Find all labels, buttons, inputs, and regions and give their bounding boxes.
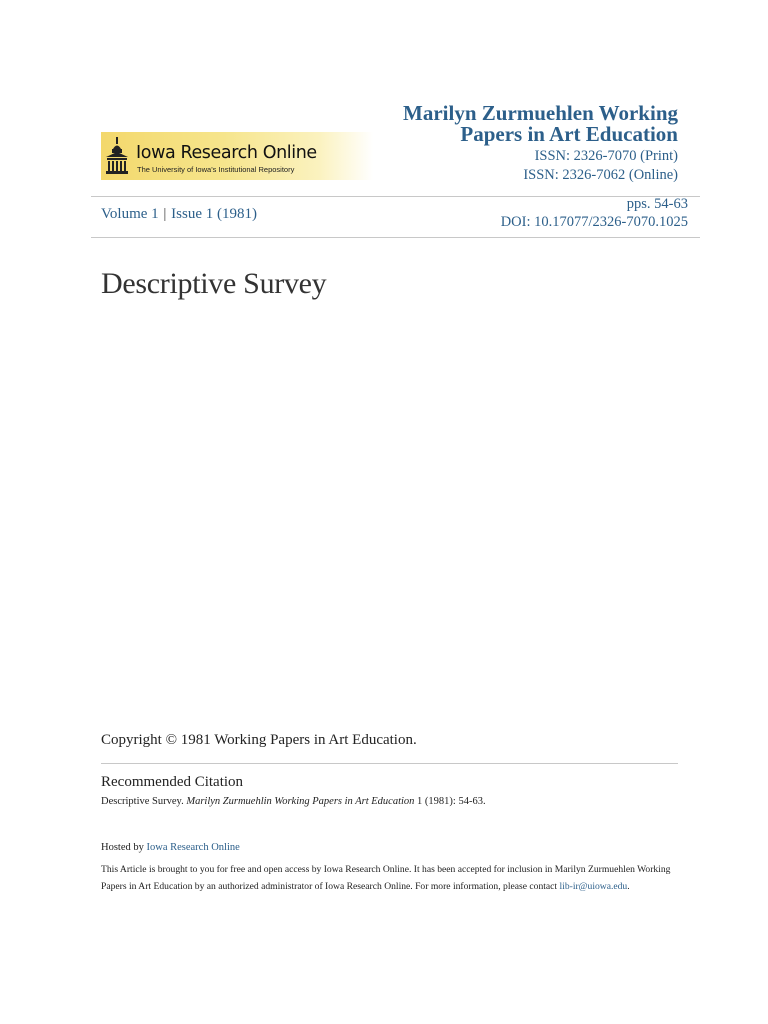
citation-divider xyxy=(101,763,678,764)
citation-suffix: 1 (1981): 54-63. xyxy=(414,796,486,807)
issn-online: ISSN: 2326-7062 (Online) xyxy=(523,167,678,183)
copyright-notice: Copyright © 1981 Working Papers in Art Education. xyxy=(101,732,417,748)
citation-journal: Marilyn Zurmuehlin Working Papers in Art Education xyxy=(186,796,415,807)
logo-tagline: The University of Iowa's Institutional Repository xyxy=(137,165,295,174)
volume-separator: | xyxy=(163,206,167,222)
hosted-by xyxy=(101,842,240,853)
notice-end: . xyxy=(627,881,630,892)
volume-issue xyxy=(101,206,257,223)
recommended-citation-heading: Recommended Citation xyxy=(101,774,244,790)
issn-print: ISSN: 2326-7070 (Print) xyxy=(534,148,678,164)
notice-text: This Article is brought to you for free and open access by Iowa Research Online. It has been accepted for inclusion in Marilyn Zurmuehlen Working Papers in Art Education by an authorized administrator of Iowa Research Online. For more information, please contact xyxy=(101,864,671,892)
doi[interactable]: DOI: 10.17077/2326-7070.1025 xyxy=(500,214,688,230)
contact-email-link[interactable]: lib-ir@uiowa.edu xyxy=(559,881,628,892)
journal-title[interactable]: Marilyn Zurmuehlen Working Papers in Art Education xyxy=(403,101,678,146)
issue-divider xyxy=(91,237,700,238)
hosted-link[interactable]: Iowa Research Online xyxy=(146,842,240,853)
citation-prefix: Descriptive Survey. xyxy=(101,796,187,807)
hosted-label: Hosted by xyxy=(101,842,147,853)
iowa-research-online-logo[interactable] xyxy=(101,132,373,180)
page-range: pps. 54-63 xyxy=(626,196,688,212)
header-divider xyxy=(91,196,700,197)
logo-name: Iowa Research Online xyxy=(136,143,317,163)
article-title: Descriptive Survey xyxy=(101,267,327,300)
old-capitol-building-icon xyxy=(105,137,129,175)
citation-text xyxy=(101,796,486,807)
volume-link[interactable]: Volume 1 xyxy=(101,206,159,222)
issue-link[interactable]: Issue 1 (1981) xyxy=(171,206,257,222)
open-access-notice xyxy=(101,861,671,895)
